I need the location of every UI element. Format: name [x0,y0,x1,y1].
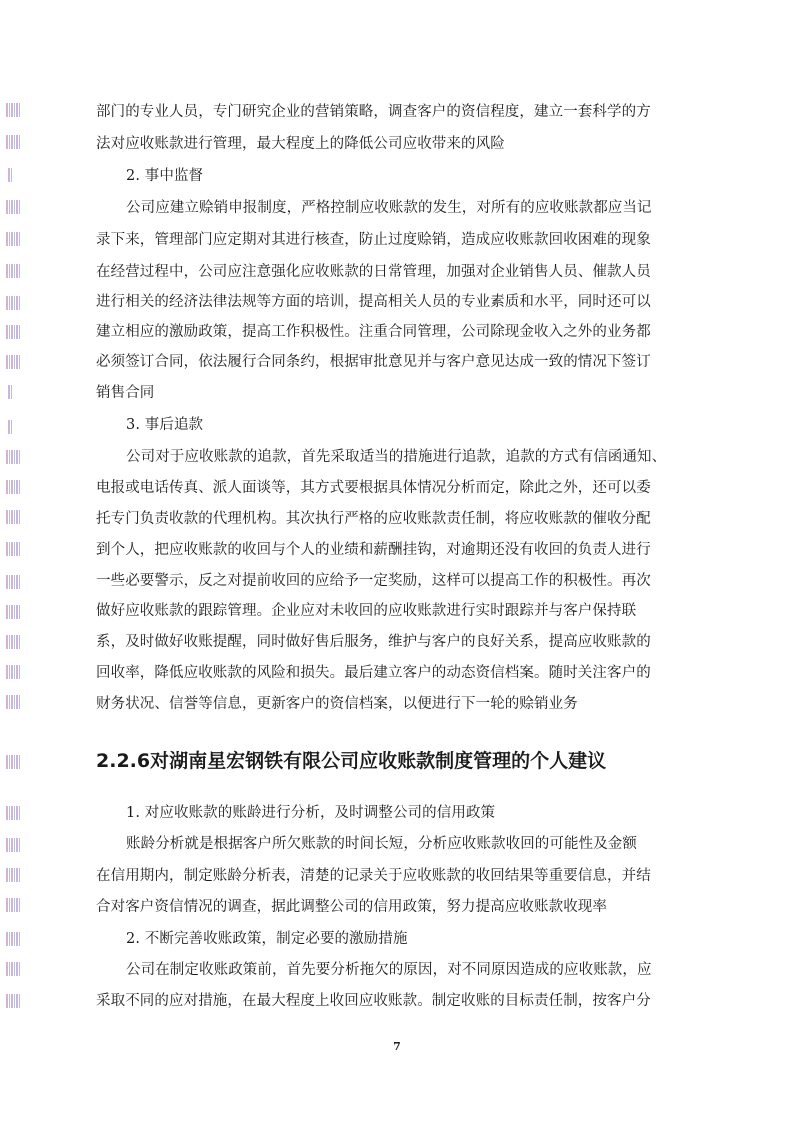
margin-mark [6,232,20,246]
paragraph-line: 销售合同 [96,385,155,401]
subsection-heading: 1. 对应收账款的账龄进行分析，及时调整公司的信用政策 [126,805,496,821]
margin-mark [6,542,20,556]
paragraph-line: 系，及时做好收账提醒，同时做好售后服务，维护与客户的良好关系，提高应收账款的 [96,634,651,650]
paragraph-line: 电报或电话传真、派人面谈等，其方式要根据具体情况分析而定，除此之外，还可以委 [96,480,651,496]
margin-mark [6,868,20,882]
margin-mark [6,932,20,946]
margin-mark [6,665,20,679]
paragraph-line: 部门的专业人员，专门研究企业的营销策略，调查客户的资信程度，建立一套科学的方 [96,104,651,120]
margin-mark [8,420,12,434]
margin-mark [6,838,20,852]
margin-mark [6,635,20,649]
paragraph-line: 进行相关的经济法律法规等方面的培训，提高相关人员的专业素质和水平，同时还可以 [96,294,651,310]
page-number: 7 [393,1040,401,1053]
paragraph-line: 财务状况、信誉等信息，更新客户的资信档案，以便进行下一轮的赊销业务 [96,696,578,712]
margin-mark [6,994,20,1008]
paragraph-line: 一些必要警示，反之对提前收回的应给予一定奖励，这样可以提高工作的积极性。再次 [96,573,651,589]
margin-mark [6,103,20,117]
paragraph-line: 采取不同的应对措施，在最大程度上收回应收账款。制定收账的目标责任制，按客户分 [96,993,651,1009]
margin-mark [6,575,20,589]
section-heading: 2.2.6对湖南星宏钢铁有限公司应收账款制度管理的个人建议 [96,750,607,772]
margin-mark [6,605,20,619]
paragraph-line: 到个人，把应收账款的收回与个人的业绩和薪酬挂钩，对逾期还没有收回的负责人进行 [96,542,651,558]
subsection-heading: 2. 事中监督 [126,168,204,184]
margin-mark [6,962,20,976]
paragraph-line: 法对应收账款进行管理，最大程度上的降低公司应收带来的风险 [96,136,505,152]
paragraph-line: 合对客户资信情况的调查，据此调整公司的信用政策，努力提高应收账款收现率 [96,899,607,915]
margin-annotation-marks [0,0,30,1123]
margin-mark [6,355,20,369]
paragraph-line: 录下来，管理部门应定期对其进行核查，防止过度赊销，造成应收账款回收困难的现象 [96,232,651,248]
margin-mark [6,325,20,339]
margin-mark [8,385,12,399]
paragraph-line: 公司应建立赊销申报制度，严格控制应收账款的发生，对所有的应收账款都应当记 [126,200,652,216]
paragraph-line: 账龄分析就是根据客户所欠账款的时间长短，分析应收账款收回的可能性及金额 [126,836,637,852]
margin-mark [6,450,20,464]
subsection-heading: 3. 事后追款 [126,417,204,433]
margin-mark [6,510,20,524]
paragraph-line: 托专门负责收款的代理机构。其次执行严格的应收账款责任制，将应收账款的催收分配 [96,511,651,527]
paragraph-line: 在经营过程中，公司应注意强化应收账款的日常管理，加强对企业销售人员、催款人员 [96,264,651,280]
paragraph-line: 公司在制定收账政策前，首先要分析拖欠的原因，对不同原因造成的应收账款，应 [126,962,652,978]
margin-mark [6,898,20,912]
margin-mark [6,806,20,820]
paragraph-line: 在信用期内，制定账龄分析表，清楚的记录关于应收账款的收回结果等重要信息，并结 [96,868,651,884]
margin-mark [8,168,12,182]
paragraph-line: 做好应收账款的跟踪管理。企业应对未收回的应收账款进行实时跟踪并与客户保持联 [96,603,637,619]
paragraph-line: 公司对于应收账款的追款，首先采取适当的措施进行追款，追款的方式有信函通知、 [126,449,667,465]
margin-mark [6,480,20,494]
margin-mark [6,200,20,214]
subsection-heading: 2. 不断完善收账政策，制定必要的激励措施 [126,931,408,947]
paragraph-line: 建立相应的激励政策，提高工作积极性。注重合同管理，公司除现金收入之外的业务都 [96,324,651,340]
paragraph-line: 回收率，降低应收账款的风险和损失。最后建立客户的动态资信档案。随时关注客户的 [96,665,651,681]
paragraph-line: 必须签订合同，依法履行合同条约，根据审批意见并与客户意见达成一致的情况下签订 [96,354,651,370]
margin-mark [6,695,20,709]
margin-mark [6,296,20,310]
margin-mark [6,755,20,769]
margin-mark [6,135,20,149]
margin-mark [6,264,20,278]
